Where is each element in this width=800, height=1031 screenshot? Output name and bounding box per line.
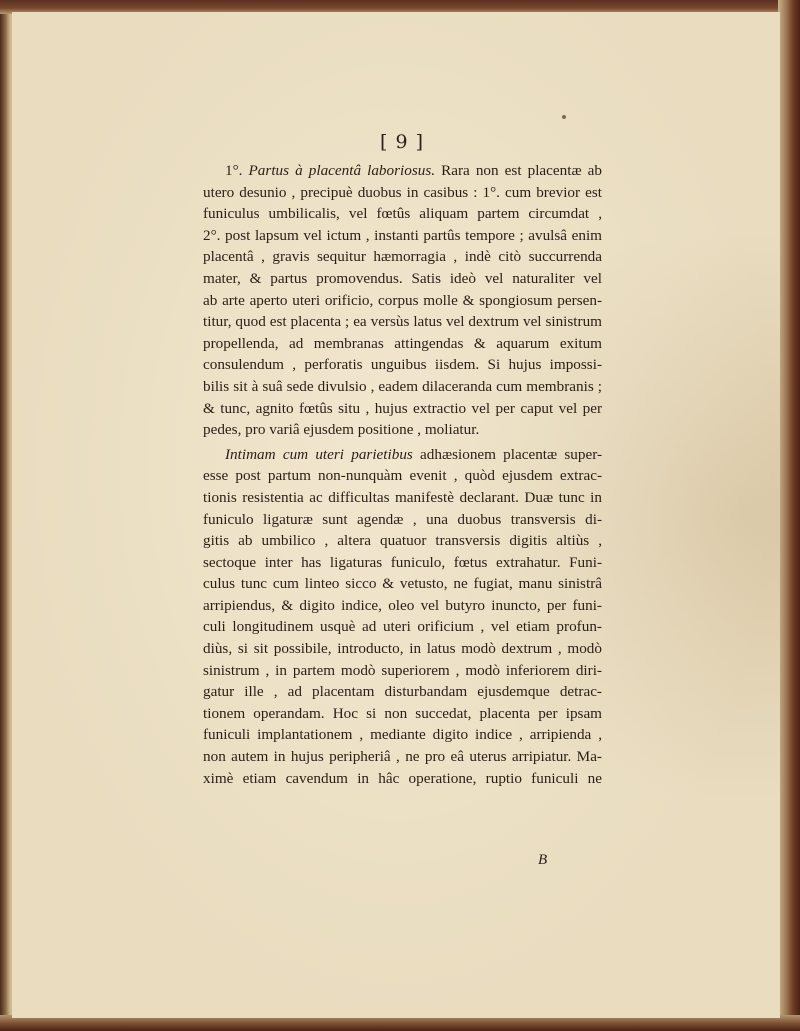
text-line: propellenda, ad membranas attingendas & aquarum exitum [203, 334, 602, 352]
text-line: ximè etiam cavendum in hâc operatione, ruptio funiculi ne [203, 769, 602, 787]
text-line: pedes, pro variâ ejusdem positione , moliatur. [203, 421, 480, 439]
text-line: esse post partum non-nunquàm evenit , quòd ejusdem extrac- [203, 467, 602, 485]
text-line: & tunc, agnito fœtûs situ , hujus extractio vel per caput vel per [203, 399, 602, 417]
signature-mark: B [538, 852, 548, 868]
text-line: 2°. post lapsum vel ictum , instanti partûs tempore ; avulsâ enim [203, 226, 602, 244]
page-number: [ 9 ] [380, 131, 424, 153]
text-line: funiculo ligaturæ sunt agendæ , una duobus transversis di- [203, 510, 602, 528]
text-line: ab arte aperto uteri orificio, corpus molle & spongiosum persen- [203, 291, 602, 309]
ink-spot [562, 115, 566, 119]
text-line: diùs, si sit possibile, introducto, in latus modò dextrum , modò [203, 640, 602, 658]
text-line: culus tunc cum linteo sicco & vetusto, ne fugiat, manu sinistrâ [203, 575, 602, 593]
text-line: tionem operandam. Hoc si non succedat, placenta per ipsam [203, 704, 602, 722]
text-line: gatur ille , ad placentam disturbandam ejusdemque detrac- [203, 683, 602, 701]
text-line: 1°. Partus à placentâ laboriosus. Rara non est placentæ ab [225, 162, 602, 179]
text-line: sectoque inter has ligaturas funiculo, fœtus extrahatur. Funi- [203, 553, 602, 571]
text-line: non autem in hujus peripheriâ , ne pro eâ uterus arripiatur. Ma- [203, 748, 602, 766]
text-line: tionis resistentia ac difficultas manifestè declarant. Duæ tunc in [203, 488, 602, 506]
text-line: titur, quod est placenta ; ea versùs latus vel dextrum vel sinistrum [203, 313, 602, 331]
text-line: funiculi implantationem , mediante digito indice , arripienda , [203, 726, 602, 744]
text-line: arripiendus, & digito indice, oleo vel butyro inuncto, per funi- [203, 596, 602, 614]
cover-right-edge [778, 0, 800, 1031]
body-text [203, 160, 602, 789]
text-line: utero desunio , precipuè duobus in casibus : 1°. cum brevior est [203, 183, 602, 201]
text-line: placentâ , gravis sequitur hæmorragia , indè citò succurrenda [203, 248, 602, 266]
text-line: gitis ab umbilico , altera quatuor transversis digitis altiùs , [203, 532, 602, 550]
text-line: mater, & partus promovendus. Satis ideò vel naturaliter vel [203, 269, 602, 287]
text-line: Intimam cum uteri parietibus adhæsionem placentæ super- [225, 445, 603, 463]
text-line: bilis sit à suâ sede divulsio , eadem dilaceranda cum membranis ; [203, 377, 602, 395]
text-line: consulendum , perforatis unguibus iisdem. Si hujus impossi- [203, 356, 602, 374]
text-line: culi longitudinem usquè ad uteri orificium , vel etiam profun- [203, 618, 602, 636]
text-line: sinistrum , in partem modò superiorem , modò inferiorem diri- [203, 661, 602, 679]
text-line: funiculus umbilicalis, vel fœtûs aliquam partem circumdat , [203, 205, 602, 223]
